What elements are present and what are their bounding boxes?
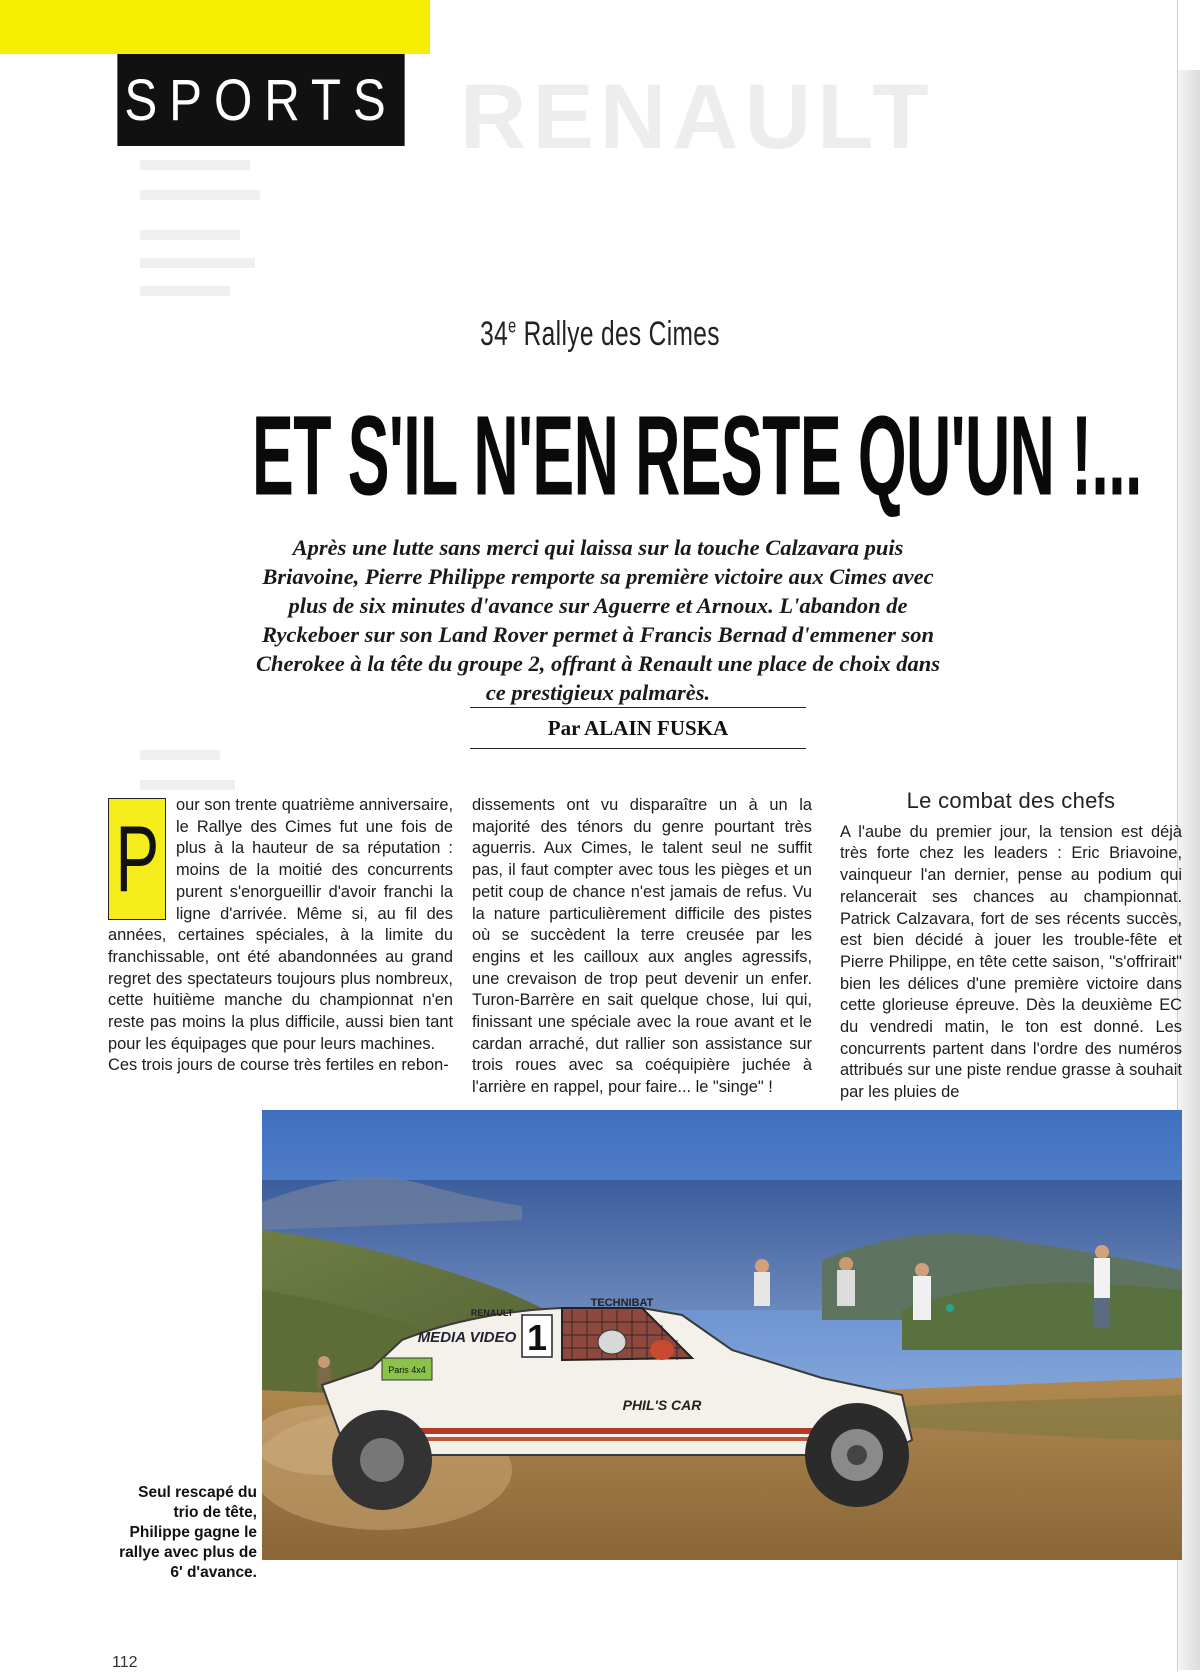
kicker: [168, 315, 1032, 354]
show-through-ghost-title: RENAULT: [460, 66, 935, 168]
body-column-3: [840, 788, 1182, 1104]
kicker-text: Rallye des Cimes: [516, 315, 720, 353]
sponsor-paris-4x4: Paris 4x4: [388, 1365, 426, 1375]
sponsor-media-video: MEDIA VIDEO: [417, 1329, 517, 1346]
car-number: 1: [526, 1317, 548, 1358]
sponsor-renault: RENAULT: [470, 1308, 514, 1318]
byline-rule-bottom: [470, 748, 806, 749]
rally-photo: [262, 1110, 1182, 1560]
body-paragraph-3: dissements ont vu disparaître un à un la majorité des ténors du genre pourtant très aguerris. Aux Cimes, le talent seul ne suffit pas, il faut compter avec tous les pièges et un petit coup de chance n'est jamais de refus. Vu la nature particulièrement difficile des pistes où se succèdent la terre creusée par les engins et les cailloux aux angles agressifs, une crevaison de trop peut devenir un enfer. Turon-Barrère en sait quelque chose, lui qui, finissant une spéciale avec la roue avant et le cardan arraché, dut rallier son assistance sur trois roues avec sa coéquipière juchée à l'arrière en rappel, pour faire... le "singe" !: [472, 796, 812, 1097]
kicker-suffix: e: [508, 315, 517, 338]
rally-car-photo: [262, 1110, 1182, 1560]
sponsor-phils-car: PHIL'S CAR: [622, 1397, 702, 1413]
byline-rule-top: [470, 707, 806, 708]
byline: Par ALAIN FUSKA: [547, 716, 729, 740]
body-column-2: [472, 795, 812, 1099]
section-label: SPORTS: [117, 54, 404, 146]
subheading: Le combat des chefs: [906, 788, 1116, 813]
body-column-1: [108, 795, 453, 1077]
body-paragraph-4: A l'aube du premier jour, la tension est déjà très forte chez les leaders : Eric Briavoine, vainqueur l'an dernier, pense au podium qui relancerait ses chances au championnat. Patrick Calzavara, fort de ses récents succès, est bien décidé à jouer les trouble-fête et Pierre Philippe, en tête cette saison, "s'offrirait" bien les délices d'une première victoire dans cette glorieuse épreuve. Dès la deuxième EC du vendredi matin, le ton est donné. Les concurrents partent dans l'ordre des numéros attribués sur une piste rendue grasse à souhait par les pluies de: [840, 822, 1182, 1102]
headline: ET S'IL N'EN RESTE QU'UN !...: [252, 391, 1142, 519]
page-number: 112: [112, 1654, 138, 1671]
kicker-number: 34: [480, 315, 509, 353]
body-paragraph-1: our son trente quatrième anniversaire, le Rallye des Cimes fut une fois de plus à la hauteur de sa réputation : moins de la moitié des concurrents purent s'enorgueillir d'avoir franchi la ligne d'arrivée. Même si, au fil des années, certaines spéciales, à la limite du franchissable, ont été abandonnées au grand regret des spectateurs toujours plus nombreux, cette huitième manche du championnat n'en reste pas moins la plus difficile, aussi bien tant pour les équipages que pour leurs machines.: [108, 796, 453, 1053]
sponsor-technibat: TECHNIBAT: [590, 1297, 654, 1309]
photo-caption: Seul rescapé du trio de tête, Philippe gagne le rallye avec plus de 6' d'avance.: [119, 1484, 257, 1581]
standfirst: Après une lutte sans merci qui laissa sur la touche Calzavara puis Briavoine, Pierre Philippe remporte sa première victoire aux Cimes avec plus de six minutes d'avance sur Aguerre et Arnoux. L'abandon de Ryckeboer sur son Land Rover permet à Francis Bernad d'emmener son Cherokee à la tête du groupe 2, offrant à Renault une place de choix dans ce prestigieux palmarès.: [256, 535, 940, 705]
body-paragraph-2: Ces trois jours de course très fertiles en rebon-: [108, 1056, 449, 1075]
section-color-bar: [0, 0, 430, 54]
drop-cap: P: [108, 798, 166, 920]
